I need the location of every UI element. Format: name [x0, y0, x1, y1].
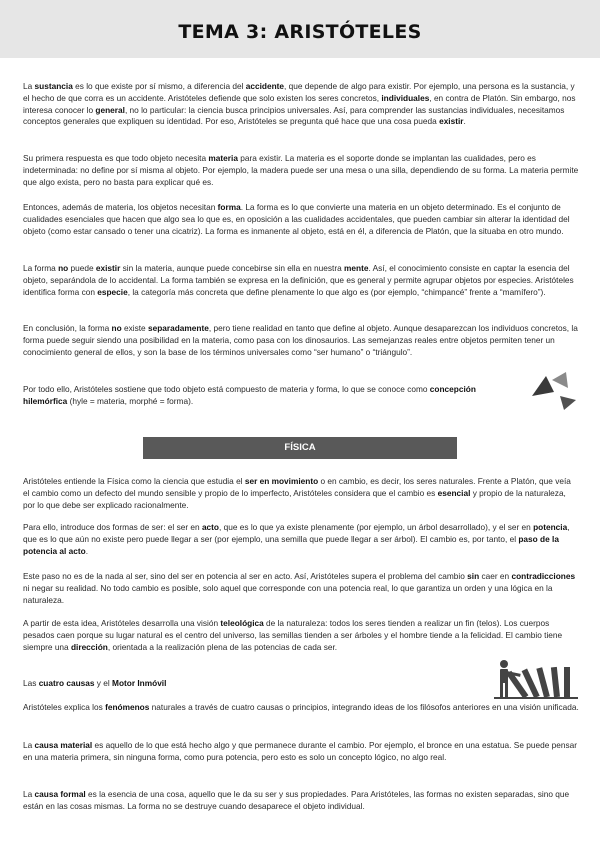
figure-ground	[494, 697, 578, 699]
paragraph-cambio: Este paso no es de la nada al ser, sino del ser en potencia al ser en acto. Así, Aristóteles supera el problema del cambio sin caer en contradicciones ni negar su realidad. No todo cambio es posible, solo aquel que corresponde con una potencia real, lo que garantiza un orden y una lógica en la naturaleza.	[23, 571, 576, 605]
paragraph-forma: Entonces, además de materia, los objetos necesitan forma. La forma es lo que convierte una materia en un objeto determinado. Es el conjunto de cualidades esenciales que hacen que algo sea lo que es, en oposición a las cualidades accidentales, que pueden cambiar sin alterar la identidad del objeto (como estar cansado o tener una cicatriz). La forma es inmanente al objeto, está en él, a diferencia de Platón, que la situaba en otro mundo.	[23, 202, 570, 236]
paragraph-teleologica: A partir de esta idea, Aristóteles desarrolla una visión teleológica de la naturaleza: todos los seres tienden a realizar un fin (telos). Los cuerpos pesados caen porque su lugar natural es el centro del universo, las semillas tienden a ser árboles y el hombre tiende a la felicidad. El cambio tiene siempre una dirección, orientada a la realización plena de las potencias de cada ser.	[23, 618, 563, 652]
person-pushing-dominoes-icon	[494, 659, 578, 699]
paragraph-acto-potencia: Para ello, introduce dos formas de ser: el ser en acto, que es lo que ya existe plenamente (por ejemplo, un árbol desarrollado), y el ser en potencia, que es lo que aún no existe pero puede llegar a ser (por ejemplo, una semilla que puede llegar a ser árbol). El cambio es, por tanto, el paso de la potencia al acto.	[23, 522, 570, 556]
paragraph-materia: Su primera respuesta es que todo objeto necesita materia para existir. La materia es el soporte donde se implantan las cualidades, pero es indeterminada: no define por sí misma al objeto. Por ejemplo, la madera puede ser una mesa o una silla, dependiendo de su forma. La materia permite que algo exista, pero no basta para explicar qué es.	[23, 153, 579, 187]
shape-triangle-dark	[532, 376, 554, 396]
figure-leg-right	[505, 682, 508, 698]
page-title: TEMA 3: ARISTÓTELES	[178, 21, 422, 43]
subheading-cuatro-causas: Las cuatro causas y el Motor Inmóvil	[23, 678, 167, 688]
paragraph-sustancia: La sustancia es lo que existe por sí mismo, a diferencia del accidente, que depende de algo para existir. Por ejemplo, una persona es la sustancia, y el hecho de que corra es un accidente. Aristóteles defiende que solo existen los seres concretos, individuales, en contra de Platón. Sin embargo, nos interesa conocer lo general, no lo particular: la ciencia busca principios universales. Así, para comprender las sustancias individuales, necesitamos conceptos generales que expliquen su identidad. Por eso, Aristóteles se pregunta qué hace que una cosa pueda existir.	[23, 81, 576, 127]
paragraph-fenomenos: Aristóteles explica los fenómenos naturales a través de cuatro causas o principios, integrando ideas de los filósofos anteriores en una visión unificada.	[23, 702, 579, 712]
paragraph-causa-formal: La causa formal es la esencia de una cosa, aquello que le da su ser y sus propiedades. Para Aristóteles, las formas no existen separadas, sino que están en las cosas mismas. La forma no se destruye cuando desaparece el objeto individual.	[23, 789, 570, 811]
figure-leg-left	[500, 682, 503, 698]
domino-4	[551, 667, 560, 697]
figure-head	[500, 660, 508, 668]
figure-torso	[500, 669, 508, 683]
section-title-fisica: FÍSICA	[284, 442, 316, 453]
shape-triangle-grey	[552, 372, 568, 388]
geometric-shapes-icon	[530, 370, 580, 412]
domino-5	[564, 667, 570, 697]
paragraph-fisica-intro: Aristóteles entiende la Física como la ciencia que estudia el ser en movimiento o en cambio, es decir, los seres naturales. Frente a Platón, que veía el cambio como un defecto del mundo sensible y propio de lo imperfecto, Aristóteles considera que el cambio es esencial y propio de la naturaleza, por lo que debe ser explicado racionalmente.	[23, 476, 571, 510]
shape-triangle-medium	[560, 396, 576, 410]
paragraph-conclusion: En conclusión, la forma no existe separadamente, pero tiene realidad en tanto que define al objeto. Aunque desaparezcan los individuos concretos, la forma puede seguir siendo una posibilidad en la materia, como pasa con los dinosaurios. Las semejanzas reales entre objetos permiten tener un conocimiento general de ellos, y son la base de los términos universales como “ser humano” o “triángulo”.	[23, 323, 578, 357]
paragraph-causa-material: La causa material es aquello de lo que está hecho algo y que permanece durante el cambio. Por ejemplo, el bronce en una estatua. Se puede pensar en una materia primera, sin ninguna forma, como pura potencia, pero esto es solo un concepto lógico, no algo real.	[23, 740, 577, 762]
paragraph-forma-existir: La forma no puede existir sin la materia, aunque puede concebirse sin ella en nuestra mente. Así, el conocimiento consiste en captar la esencia del objeto, separándola de lo accidental. La forma también se expresa en la definición, que es general y permite agrupar objetos por especies. Aristóteles identifica forma con especie, la categoría más concreta que define plenamente lo que algo es (por ejemplo, “chimpancé” frente a “mamífero”).	[23, 263, 574, 297]
paragraph-hilemorfica: Por todo ello, Aristóteles sostiene que todo objeto está compuesto de materia y forma, lo que se conoce como concepción hilemórfica (hyle = materia, morphé = forma).	[23, 384, 476, 406]
